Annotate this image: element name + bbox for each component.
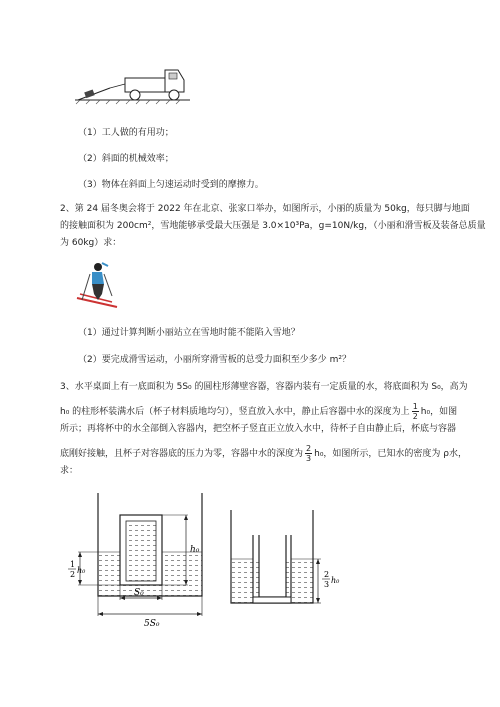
- right-container-figure: [225, 505, 355, 615]
- q2-sub2: （2）要完成滑雪运动，小丽所穿滑雪板的总受力面积至少多少 m²？: [78, 355, 351, 365]
- q3-line3: 所示；再将杯中的水全部倒入容器内，把空杯子竖直正立放入水中，待杯子自由静止后，杯底与容器: [60, 424, 457, 434]
- q2-line2: 的接触面积为 200cm²，雪地能够承受最大压强是 3.0×10³Pa，g=10N/kg，（小丽和滑雪板及装备总质量: [60, 221, 486, 231]
- q2-line1: 2、第 24 届冬奥会将于 2022 年在北京、张家口举办，如图所示，小丽的质量为 50kg，每只脚与地面: [60, 204, 470, 214]
- right-two-h: h₀: [331, 576, 340, 585]
- q3-line2: h₀ 的柱形杯装满水后（杯子材料质地均匀），竖直放入水中，静止后容器中水的深度为上 $\frac{1}{2}$ h₀，如图: [60, 402, 458, 421]
- left-half-den: 2: [70, 570, 76, 579]
- left-half-num: 1: [70, 560, 76, 569]
- q1-sub2: （2）斜面的机械效率；: [78, 154, 174, 164]
- right-two-den: 3: [324, 580, 330, 589]
- right-two-num: 2: [324, 570, 330, 579]
- skier-figure: [72, 260, 122, 310]
- left-h0-label: h₀: [190, 545, 200, 555]
- q3-line1: 3、水平桌面上有一底面积为 5S₀ 的圆柱形薄壁容器，容器内装有一定质量的水，将底面积为 S₀，高为: [60, 382, 468, 392]
- q2-line3: 为 60kg）求：: [60, 238, 122, 248]
- q3-line4: 底刚好接触，且杯子对容器底的压力为零，容器中水的深度为 $\frac{2}{3}$ h₀，如图所示，已知水的密度为 ρ水，: [60, 444, 467, 463]
- q3-line5: 求：: [60, 466, 79, 476]
- left-container-figure: [68, 488, 218, 633]
- left-half-h: h₀: [77, 566, 86, 575]
- q2-sub1: （1）通过计算判断小丽站立在雪地时能不能陷入雪地？: [78, 328, 300, 338]
- half-fraction: $\frac{1}{2}$: [412, 402, 418, 421]
- left-5s0-label: 5S₀: [144, 619, 160, 629]
- two-thirds-fraction: $\frac{2}{3}$: [306, 444, 312, 463]
- left-s0-label: S₀: [134, 588, 144, 598]
- q1-sub3: （3）物体在斜面上匀速运动时受到的摩擦力。: [78, 180, 264, 190]
- truck-incline-figure: [70, 60, 200, 105]
- q1-sub1: （1）工人做的有用功；: [78, 128, 174, 138]
